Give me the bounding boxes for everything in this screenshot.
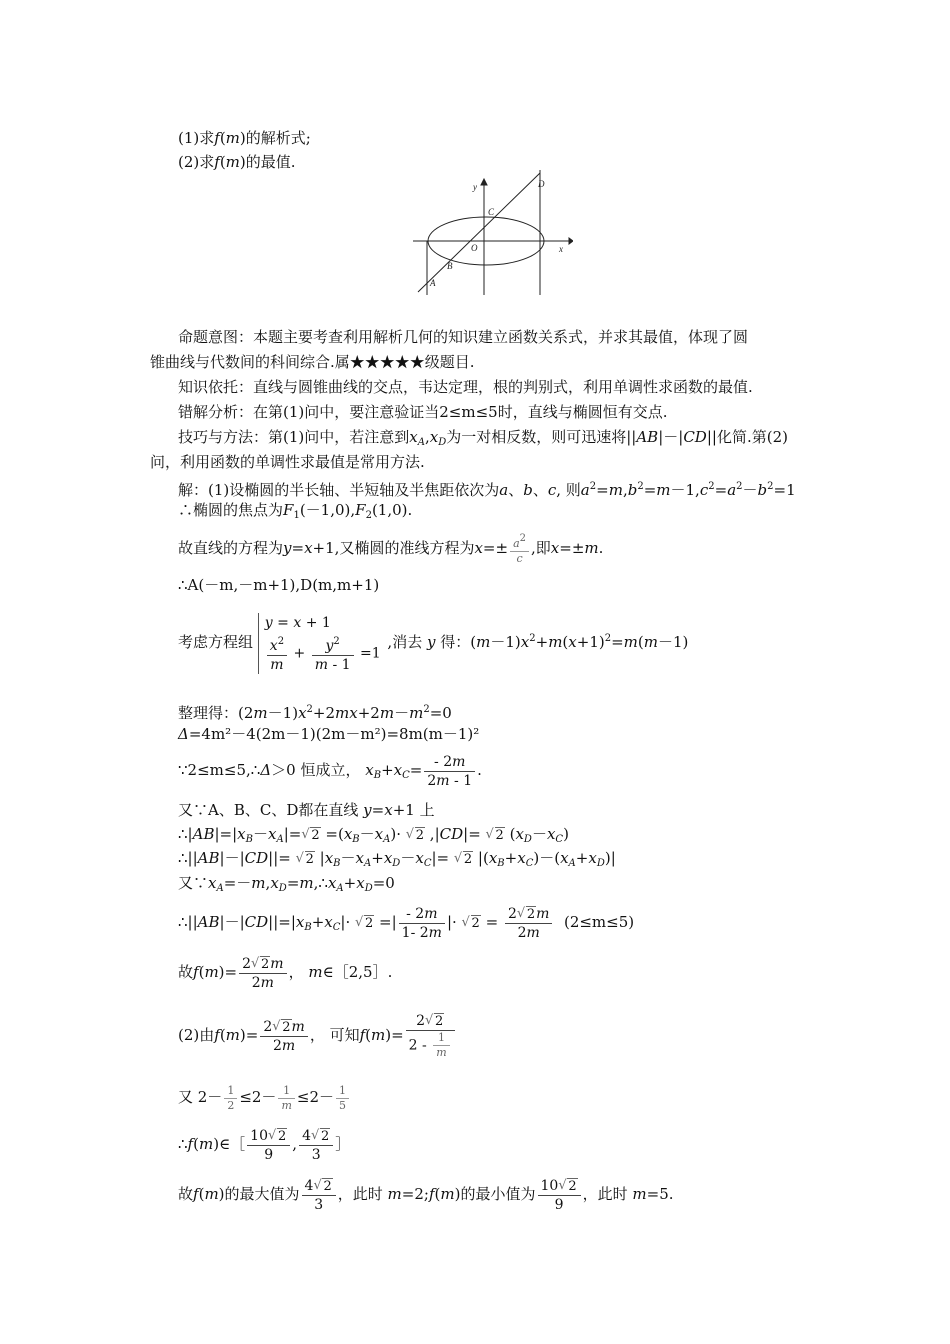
- final-text-d: ;: [423, 1185, 429, 1203]
- final-text-c: ，此时: [337, 1185, 383, 1203]
- question-2: (2)求f(m)的最值.: [178, 153, 296, 171]
- result-line: 故f(m)= $\frac{2√ 2m}{2m}$ ， m∈［2,5］.: [178, 950, 392, 994]
- x2-over-m: $\frac{x^2}{m}$: [267, 633, 287, 674]
- solution-intro: 解：(1)设椭圆的半长轴、半短轴及半焦距依次为a、b、c, 则$a^2=m,b^2=m-1,c^2=a^2-b^2=1$: [178, 481, 796, 499]
- part2-text-b: ， 可知: [309, 1026, 360, 1044]
- error-analysis-line: 错解分析：在第(1)问中，要注意验证当2≤m≤5时，直线与椭圆恒有交点.: [178, 403, 668, 421]
- abs-fraction: $\frac{- 2m}{1- 2m}$: [399, 905, 445, 942]
- collinear-line: 又∵A、B、C、D都在直线 y=x+1 上: [178, 801, 435, 819]
- intent-line-2: 锥曲线与代数间的科间综合.属★★★★★级题目.: [150, 353, 475, 371]
- min-value-fraction: $\frac{10√ 2}{9}$: [538, 1177, 581, 1214]
- max-value-fraction: $\frac{4√ 2}{3}$: [302, 1177, 336, 1214]
- inequality-text: 又 2－: [178, 1088, 223, 1106]
- part2-line: (2)由f(m)= $\frac{2√ 2m}{2m}$ ， 可知f(m)= 2√ 2 2 - $\frac{1}{m}$: [178, 1003, 457, 1067]
- line-equation-text-c: ,即: [531, 539, 551, 557]
- technique-line-2: 问，利用函数的单调性求最值是常用方法.: [150, 453, 425, 471]
- fifth-fraction: $\frac{1}{5}$: [336, 1084, 349, 1113]
- collinear-text-a: 又∵A、B、C、D都在直线: [178, 801, 359, 819]
- y-axis-label: y: [473, 182, 477, 192]
- technique-line-1: 技巧与方法：第(1)问中，若注意到$x_A,x_D$为一对相反数，则可迅速将||AB|－|CD||化简.第(2): [178, 428, 788, 448]
- technique-text-b: 为一对相反数，则可迅速将||: [446, 428, 637, 446]
- opposite-text: 又∵: [178, 874, 209, 892]
- discriminant-text: =4m²－4(2m－1)(2m－m²)=8m(m－1)²: [188, 725, 480, 743]
- point-d-label: D: [538, 179, 545, 189]
- line-y-x-plus-1: [418, 173, 540, 292]
- points-a-d: ∴A(－m,－m+1),D(m,m+1): [178, 576, 380, 594]
- solution-intro-then: , 则: [556, 481, 581, 499]
- simplified-equation: 整理得：$(2m-1)x^2+2mx+2m-m^2=0$: [178, 704, 452, 722]
- lengths-text: ∴|: [178, 825, 193, 843]
- equation-system: y = x + 1 $\frac{x^2}{m}$ + $\frac{y^2}{m - 1}$ =1: [258, 613, 381, 674]
- final-text-b: 的最大值为: [224, 1185, 300, 1203]
- range-text-c: ］: [335, 1135, 351, 1153]
- lengths-line: $\therefore|AB|=|x_B-x_A|=√$ $2 =(x_B-x_A)\cdot$ √ 2 ,|CD|= √ 2 $(x_D-x_C)$: [178, 824, 569, 850]
- system-text: 考虑方程组: [178, 633, 254, 651]
- foci-text: ∴椭圆的焦点为: [178, 501, 284, 519]
- origin-label: O: [471, 243, 478, 253]
- abs-result-line: $\therefore||AB|-|CD||=|x_B+x_C|\cdot$ √ 2 =| $\frac{- 2m}{1- 2m}$ |· √ 2 = $\frac{2√ 2m}{2m}$ (2≤m≤5): [178, 900, 634, 950]
- ellipse-figure: [413, 170, 573, 295]
- foci-line: ∴椭圆的焦点为$F_1(-1,0),F_2(1,0)$.: [178, 501, 413, 521]
- question-2-prefix: (2)求: [178, 153, 215, 171]
- equation-system-line: 考虑方程组 y = x + 1 $\frac{x^2}{m}$ + $\frac{y^2}{m - 1}$ =1 ,消去 y 得：$(m-1)x^2+m(x+1)^2=m(m-1)$: [178, 614, 689, 673]
- vieta-fraction: $\frac{- 2m}{2m - 1}$: [424, 753, 475, 790]
- result-text-b: ，: [288, 963, 304, 981]
- part2-fraction: $\frac{2√ 2m}{2m}$: [260, 1018, 307, 1055]
- abs-result-fraction: $\frac{2√ 2m}{2m}$: [505, 905, 552, 942]
- technique-text-c: |化简.第(2): [711, 428, 788, 446]
- line-equation: 故直线的方程为y=x+1,又椭圆的准线方程为x=± $\frac{a^2}{c}$ ,即x=±m.: [178, 533, 604, 565]
- intent-line-1: 命题意图：本题主要考查利用解析几何的知识建立函数关系式，并求其最值，体现了圆: [178, 328, 749, 346]
- point-b-label: B: [447, 261, 453, 271]
- result-fraction: $\frac{2√ 2m}{2m}$: [239, 955, 286, 992]
- one-over-m: $\frac{1}{m}$: [433, 1031, 449, 1060]
- point-c-label: C: [488, 207, 495, 217]
- eliminate-text: ,消去: [387, 633, 423, 651]
- difference-line: ∴||AB|－|CD||= √ 2 $|x_B-x_A+x_D-x_C|=$ √ 2 $|(x_B+x_C)-(x_A+x_D)|$: [178, 848, 616, 874]
- range-text-a: ∴: [178, 1135, 188, 1153]
- solution-intro-text: 解：(1)设椭圆的半长轴、半短轴及半焦距依次为: [178, 481, 500, 499]
- opposite-line: 又$\because x_A=-m,x_D=m,\therefore x_A+x_D=0$: [178, 874, 395, 894]
- since-text-a: ∵2≤m≤5,∴: [178, 761, 261, 779]
- range-tail: (2≤m≤5): [563, 913, 635, 931]
- since-text-b: ＞0 恒成立，: [271, 761, 361, 779]
- part2-text-a: (2)由: [178, 1026, 215, 1044]
- difference-text: ∴||: [178, 849, 198, 867]
- knowledge-line: 知识依托：直线与圆锥曲线的交点，韦达定理，根的判别式，利用单调性求函数的最值.: [178, 378, 753, 396]
- question-1-prefix: (1)求: [178, 129, 215, 147]
- discriminant-line: Δ=4m²－4(2m－1)(2m－m²)=8m(m－1)²: [178, 725, 480, 743]
- abs-result-text: ∴||: [178, 913, 198, 931]
- final-text-e: 的最小值为: [460, 1185, 536, 1203]
- final-text-a: 故: [178, 1185, 194, 1203]
- range-max-fraction: $\frac{4√ 2}{3}$: [299, 1127, 333, 1164]
- x-axis-arrow: [569, 238, 573, 244]
- question-1-suffix: 的解析式;: [245, 129, 311, 147]
- y-axis-arrow: [481, 179, 487, 185]
- result-text-c: ∈［2,5］.: [322, 963, 393, 981]
- vieta-line: ∵2≤m≤5,∴Δ＞0 恒成立， $x_B+x_C=$ $\frac{- 2m}{2m - 1}$ .: [178, 753, 482, 789]
- question-1: (1)求f(m)的解析式;: [178, 129, 311, 147]
- range-min-fraction: $\frac{10√ 2}{9}$: [247, 1127, 290, 1164]
- question-2-suffix: 的最值.: [245, 153, 296, 171]
- inverse-m-fraction: $\frac{1}{m}$: [278, 1084, 294, 1113]
- technique-text-a: 技巧与方法：第(1)问中，若注意到: [178, 428, 410, 446]
- final-text-f: ，此时: [582, 1185, 628, 1203]
- half-fraction: $\frac{1}{2}$: [224, 1084, 237, 1113]
- part2-rewritten-fraction: 2√ 2 2 - $\frac{1}{m}$: [406, 1012, 455, 1060]
- get-text: 得：: [440, 633, 471, 651]
- simplify-text: 整理得：: [178, 704, 239, 722]
- inequality-line: 又 2－ $\frac{1}{2}$ ≤2－ $\frac{1}{m}$ ≤2－ $\frac{1}{5}$: [178, 1077, 351, 1117]
- range-line: ∴f(m)∈［ $\frac{10√ 2}{9}$ , $\frac{4√ 2}{3}$ ］: [178, 1122, 350, 1166]
- final-line: 故f(m)的最大值为 $\frac{4√ 2}{3}$ ，此时 m=2;f(m)的最小值为 $\frac{10√ 2}{9}$ ，此时 m=5.: [178, 1172, 674, 1216]
- point-a-label: A: [430, 278, 436, 288]
- line-equation-text-b: ,又椭圆的准线方程为: [334, 539, 475, 557]
- directrix-fraction: $\frac{a^2}{c}$: [510, 532, 529, 566]
- result-text-a: 故: [178, 963, 194, 981]
- line-equation-text-a: 故直线的方程为: [178, 539, 284, 557]
- collinear-text-b: 上: [419, 801, 435, 819]
- y2-over-m-1: $\frac{y^2}{m - 1}$: [312, 633, 354, 674]
- x-axis-label: x: [559, 244, 563, 254]
- range-text-b: ∈［: [219, 1135, 246, 1153]
